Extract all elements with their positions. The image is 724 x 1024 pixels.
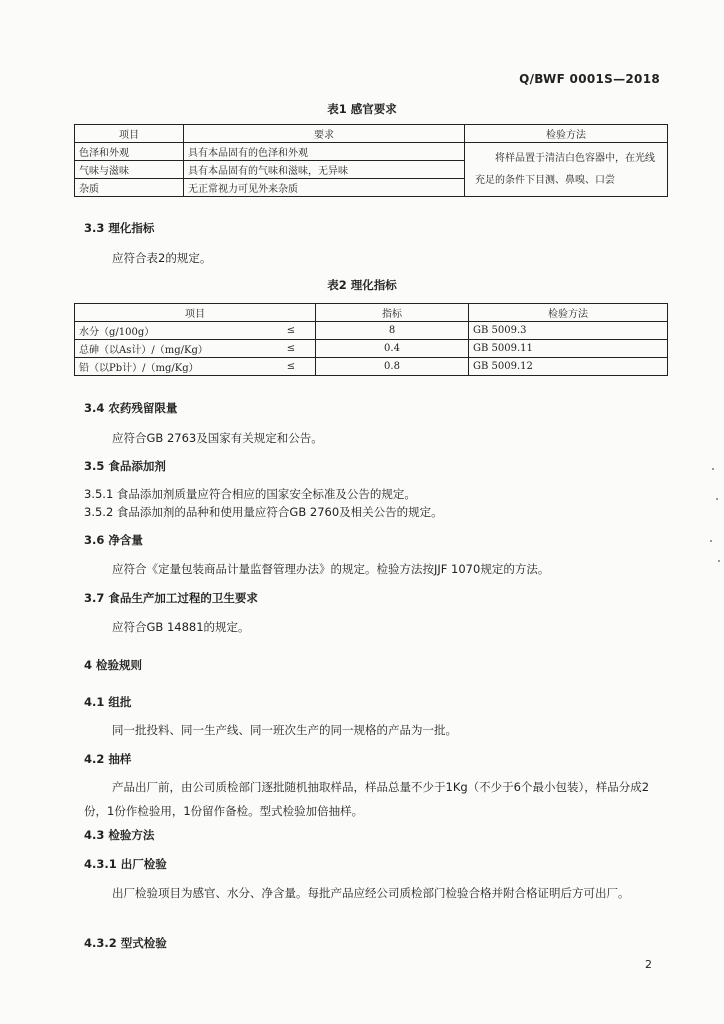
t2-val: 8 (316, 322, 469, 340)
t1-cell: 具有本品固有的气味和滋味，无异味 (184, 161, 465, 179)
scan-speck (710, 540, 712, 542)
heading-3-3: 3.3 理化指标 (84, 221, 155, 235)
t2-val: 0.8 (316, 358, 469, 376)
t2-header-index: 指标 (316, 304, 469, 322)
t2-header-item: 项目 (75, 304, 316, 322)
para-3-4: 应符合GB 2763及国家有关规定和公告。 (112, 431, 323, 445)
page-number: 2 (645, 958, 652, 971)
t1-cell: 气味与滋味 (75, 161, 184, 179)
table2-caption: 表2 理化指标 (327, 278, 397, 292)
heading-3-4: 3.4 农药残留限量 (84, 401, 178, 415)
heading-4: 4 检验规则 (84, 658, 143, 672)
heading-4-3-2: 4.3.2 型式检验 (84, 936, 167, 950)
t2-item: 总砷（以As计）/（mg/Kg） (75, 340, 268, 358)
standard-number: Q/BWF 0001S—2018 (519, 72, 660, 86)
para-4-1: 同一批投料、同一生产线、同一班次生产的同一规格的产品为一批。 (112, 723, 457, 737)
t1-method: 将样品置于清洁白色容器中，在光线充足的条件下目测、鼻嗅、口尝 (465, 143, 668, 197)
t2-sym: ≤ (267, 340, 316, 358)
heading-4-3-1: 4.3.1 出厂检验 (84, 857, 167, 871)
t2-val: 0.4 (316, 340, 469, 358)
t1-cell: 具有本品固有的色泽和外观 (184, 143, 465, 161)
item-3-5-1: 3.5.1 食品添加剂质量应符合相应的国家安全标准及公告的规定。 (84, 487, 416, 501)
t2-sym: ≤ (267, 358, 316, 376)
sensory-table (74, 124, 668, 197)
para-4-3-1: 出厂检验项目为感官、水分、净含量。每批产品应经公司质检部门检验合格并附合格证明后方可出厂。 (112, 886, 630, 900)
t1-header-item: 项目 (75, 125, 184, 143)
table1-caption: 表1 感官要求 (327, 102, 397, 116)
heading-3-6: 3.6 净含量 (84, 533, 143, 547)
heading-3-7: 3.7 食品生产加工过程的卫生要求 (84, 591, 258, 605)
t2-header-method: 检验方法 (469, 304, 668, 322)
scan-speck (718, 560, 720, 562)
para-4-2: 产品出厂前，由公司质检部门逐批随机抽取样品，样品总量不少于1Kg（不少于6个最小包装），样品分成2份，1份作检验用，1份留作备检。型式检验加倍抽样。 (84, 780, 650, 818)
para-3-7: 应符合GB 14881的规定。 (112, 620, 250, 634)
heading-4-3: 4.3 检验方法 (84, 828, 155, 842)
heading-4-1: 4.1 组批 (84, 695, 132, 709)
t2-item: 水分（g/100g） (75, 322, 268, 340)
t2-method: GB 5009.3 (469, 322, 668, 340)
t1-cell: 杂质 (75, 179, 184, 197)
heading-3-5: 3.5 食品添加剂 (84, 459, 166, 473)
t1-cell: 无正常视力可见外来杂质 (184, 179, 465, 197)
heading-4-2: 4.2 抽样 (84, 752, 132, 766)
para-3-6: 应符合《定量包装商品计量监督管理办法》的规定。检验方法按JJF 1070规定的方法。 (112, 562, 550, 576)
t2-sym: ≤ (267, 322, 316, 340)
t1-header-method: 检验方法 (465, 125, 668, 143)
scan-speck (712, 468, 714, 470)
scan-speck (716, 498, 718, 500)
t2-method: GB 5009.12 (469, 358, 668, 376)
physchem-table (74, 303, 668, 376)
t1-header-req: 要求 (184, 125, 465, 143)
t1-cell: 色泽和外观 (75, 143, 184, 161)
t2-item: 铅（以Pb计）/（mg/Kg） (75, 358, 268, 376)
t2-method: GB 5009.11 (469, 340, 668, 358)
para-3-3: 应符合表2的规定。 (112, 251, 212, 265)
item-3-5-2: 3.5.2 食品添加剂的品种和使用量应符合GB 2760及相关公告的规定。 (84, 505, 443, 519)
